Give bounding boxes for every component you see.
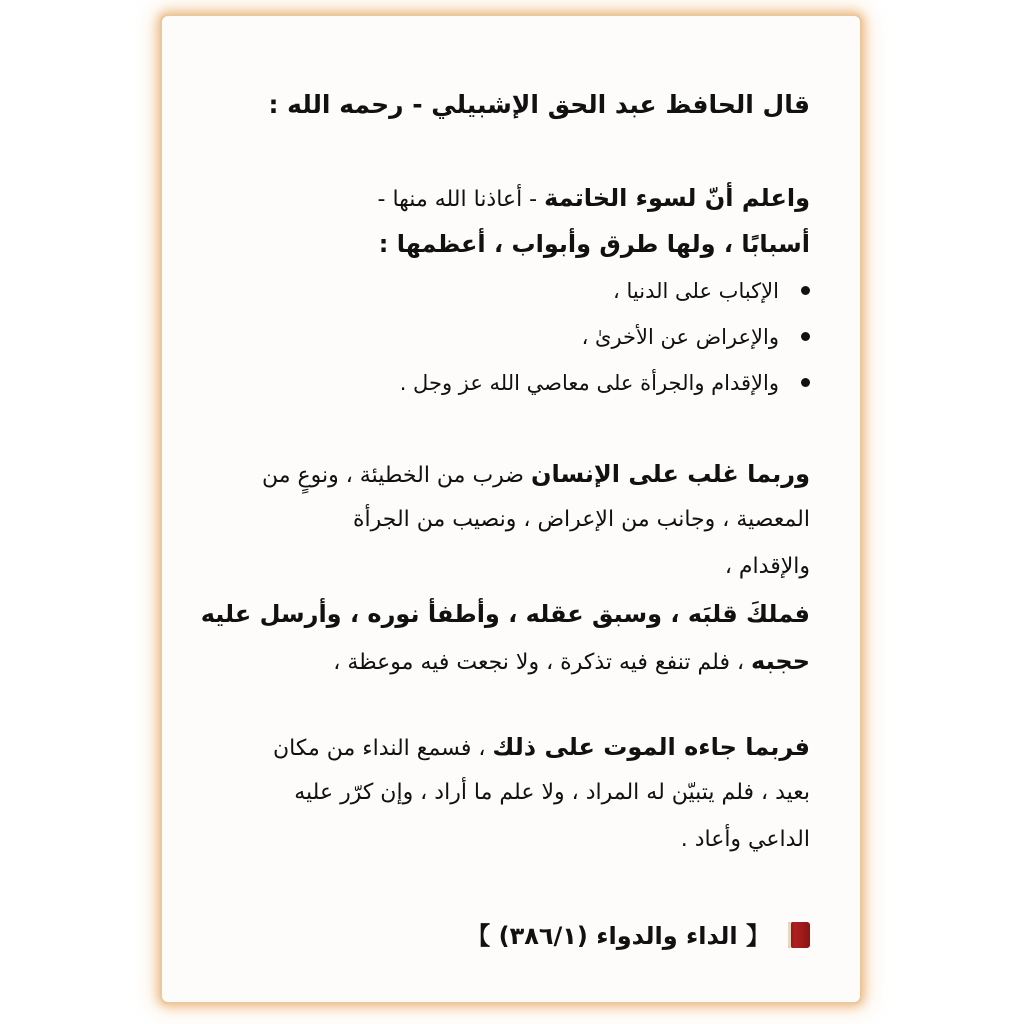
source-text: 【 الداء والدواء (٣٨٦/١) 】 [466, 922, 770, 950]
para3-line3: الداعي وأعاد . [680, 827, 810, 852]
para1-line1-bold: واعلم أنّ لسوء الخاتمة [544, 184, 810, 212]
para2-line2: المعصية ، وجانب من الإعراض ، ونصيب من الجرأة [352, 507, 810, 532]
para3-line1 [273, 733, 810, 762]
bullet-icon [801, 286, 810, 295]
para2-line1 [262, 460, 810, 489]
list-item [582, 325, 810, 349]
list-item-text: والإقدام والجرأة على معاصي الله عز وجل . [399, 371, 779, 395]
source-citation [466, 916, 810, 951]
para2-line5-rest: ، فلم تنفع فيه تذكرة ، ولا نجعت فيه موعظة ، [333, 650, 752, 675]
list-item [613, 279, 810, 303]
quote-heading: قال الحافظ عبد الحق الإشبيلي - رحمه الله : [268, 90, 810, 119]
list-item-text: والإعراض عن الأخرىٰ ، [581, 325, 779, 349]
closed-book-icon [788, 922, 810, 948]
list-item-text: الإكباب على الدنيا ، [613, 279, 779, 303]
para2-line3: والإقدام ، [724, 554, 810, 579]
para2-line5 [333, 647, 810, 676]
para2-line1-bold: وربما غلب على الإنسان [530, 460, 810, 488]
bullet-icon [801, 332, 810, 341]
para2-line1-rest: ضرب من الخطيئة ، ونوعٍ من [261, 463, 531, 488]
para1-line2: أسبابًا ، ولها طرق وأبواب ، أعظمها : [378, 230, 810, 258]
para3-line2: بعيد ، فلم يتبيّن له المراد ، ولا علم ما أراد ، وإن كرّر عليه [294, 780, 810, 805]
para3-line1-bold: فربما جاءه الموت على ذلك [492, 733, 810, 761]
para1-line1 [378, 184, 810, 213]
bullet-icon [801, 378, 810, 387]
list-item [400, 371, 810, 395]
para2-line4: فملكَ قلبَه ، وسبق عقله ، وأطفأ نوره ، وأرسل عليه [200, 600, 810, 628]
para1-line1-rest: - أعاذنا الله منها - [377, 187, 545, 212]
para2-line5-bold: حجبه [751, 647, 810, 675]
para3-line1-rest: ، فسمع النداء من مكان [273, 736, 493, 761]
